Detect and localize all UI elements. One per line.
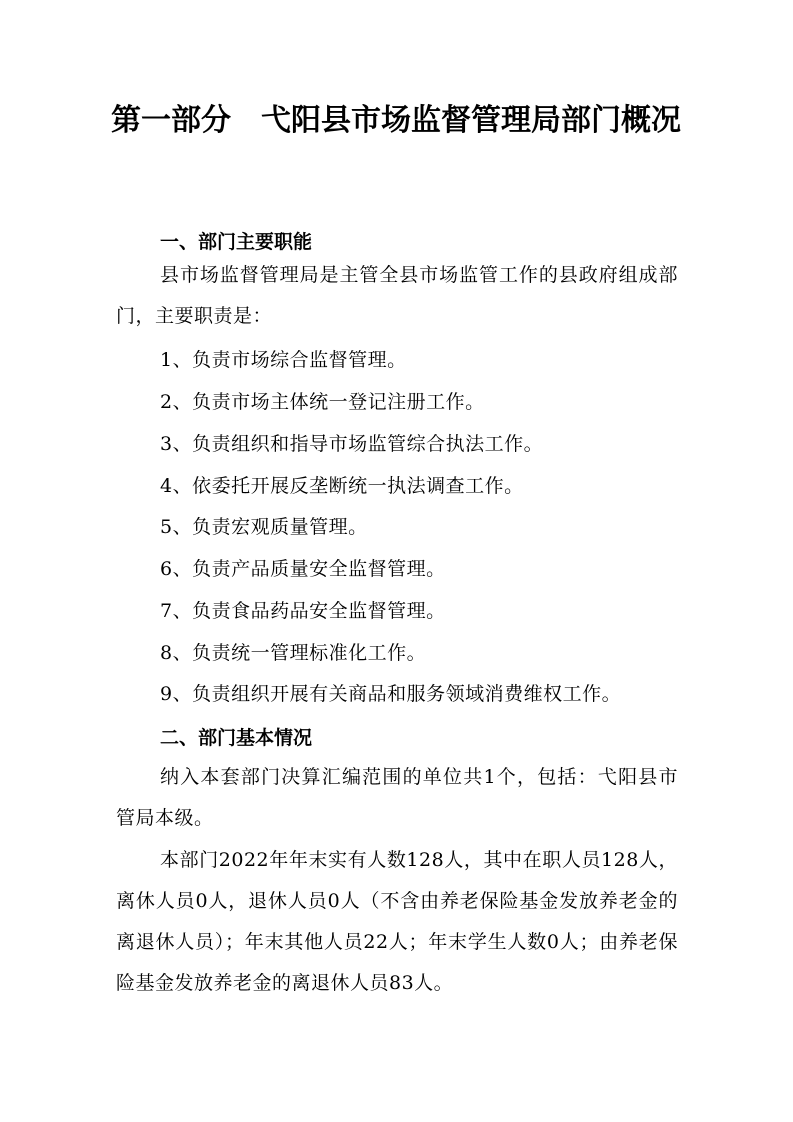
units-paragraph: 纳入本套部门决算汇编范围的单位共1个，包括：弋阳县市管局本级。 (116, 766, 678, 829)
staffing-paragraph: 本部门2022年年末实有人数128人，其中在职人员128人，离休人员0人，退休人员0人（不含由养老保险基金发放养老金的离退休人员）；年末其他人员22人；年末学生人数0人；由养老保险基金发放养老金的离退休人员83人。 (116, 849, 678, 994)
function-item-7: 7、负责食品药品安全监督管理。 (160, 600, 446, 622)
function-item-5: 5、负责宏观质量管理。 (160, 516, 368, 538)
function-item-9: 9、负责组织开展有关商品和服务领域消费维权工作。 (160, 683, 622, 705)
page-title: 第一部分 弋阳县市场监督管理局部门概况 (111, 103, 681, 138)
function-item-3: 3、负责组织和指导市场监管综合执法工作。 (160, 433, 544, 455)
section-heading-functions: 一、部门主要职能 (160, 231, 313, 253)
function-item-8: 8、负责统一管理标准化工作。 (160, 642, 427, 664)
function-item-4: 4、依委托开展反垄断统一执法调查工作。 (160, 475, 524, 497)
section-heading-basic-info: 二、部门基本情况 (160, 727, 313, 749)
function-item-6: 6、负责产品质量安全监督管理。 (160, 558, 446, 580)
functions-intro-paragraph: 县市场监督管理局是主管全县市场监管工作的县政府组成部门，主要职责是： (116, 264, 678, 327)
function-item-1: 1、负责市场综合监督管理。 (160, 349, 407, 371)
function-item-2: 2、负责市场主体统一登记注册工作。 (160, 391, 485, 413)
